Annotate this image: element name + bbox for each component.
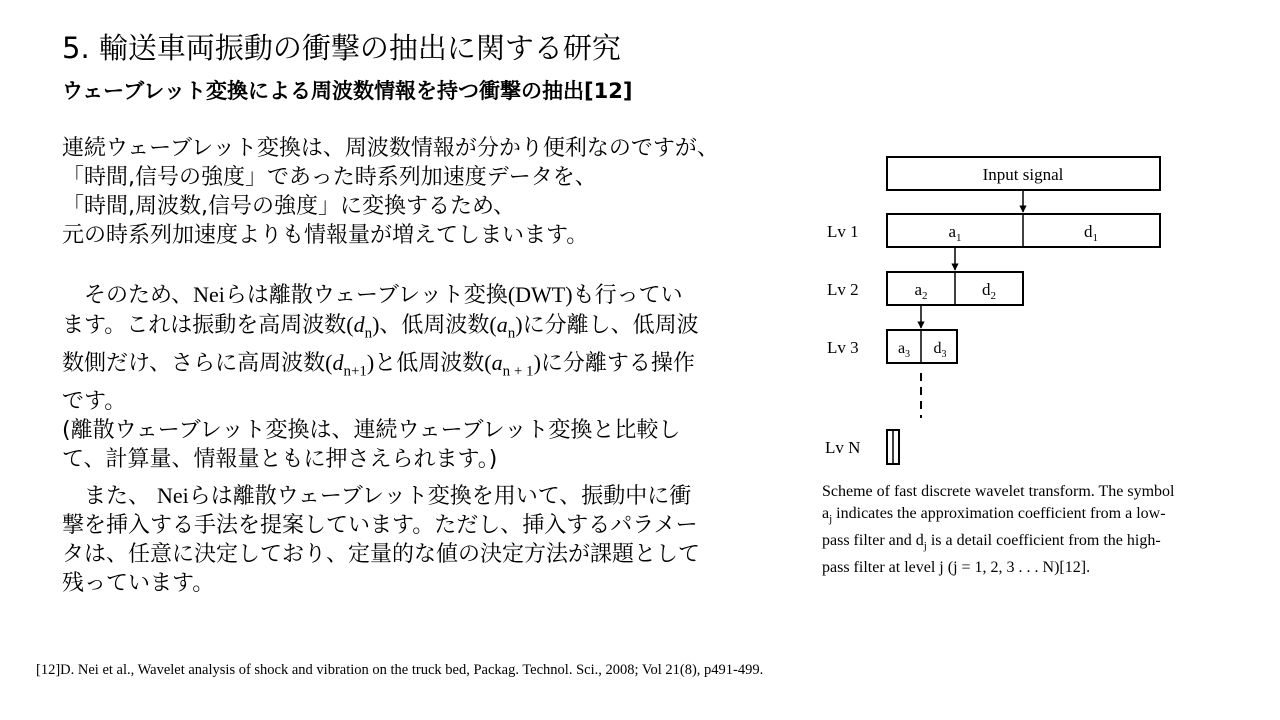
slide-subtitle: ウェーブレット変換による周波数情報を持つ衝撃の抽出[12]	[62, 79, 633, 103]
approximation-coefficient-a1: $a_1$	[948, 222, 962, 244]
input-signal-label: Input signal	[982, 165, 1064, 184]
paragraph-line: 元の時系列加速度よりも情報量が増えてしまいます。	[62, 223, 589, 248]
text-run: と低周波数	[374, 351, 485, 377]
author-name: Nei	[157, 483, 189, 508]
text-run: そのため、	[84, 283, 194, 308]
symbol-subscript: n + 1	[502, 363, 534, 380]
approximation-coefficient-symbol: a	[496, 312, 508, 337]
paragraph-line: 連続ウェーブレット変換は、周波数情報が分かり便利なのですが、	[62, 136, 719, 161]
text-run: また、	[84, 484, 151, 509]
level-2-label: Lv 2	[827, 280, 859, 299]
text-run: らは離散ウェーブレット変換	[224, 283, 508, 308]
text-run: 、低周波数	[379, 313, 490, 338]
level-1-label: Lv 1	[827, 222, 859, 241]
detail-coefficient-d1: $d_1$	[1084, 222, 1098, 244]
text-run: らは離散ウェーブレット変換を用いて、振動中に衝	[188, 484, 692, 509]
paragraph-line: 残っています。	[62, 571, 215, 596]
text-run: 数側だけ、さらに高周波数	[62, 351, 326, 377]
slide-title: 5. 輸送車両振動の衝撃の抽出に関する研究	[62, 31, 621, 65]
paragraph-line: 「時間,信号の強度」であった時系列加速度データを、	[62, 165, 597, 190]
figure-caption	[822, 481, 1242, 579]
text-run: に分離する操作	[540, 351, 695, 377]
symbol-subscript: n	[364, 325, 373, 342]
detail-coefficient-symbol: d	[353, 312, 365, 337]
caption-line: pass filter at level j (j = 1, 2, 3 . . . N)[12].	[822, 559, 1091, 577]
paragraph-line: 数側だけ、さらに高周波数$(d_{n+1})$と低周波数$(a_{n + 1})$に分離する操作	[62, 350, 695, 380]
text-run: も行ってい	[572, 283, 683, 308]
paragraph-line: 撃を挿入する手法を提案しています。ただし、挿入するパラメー	[62, 513, 698, 538]
paragraph-line: です。	[62, 388, 127, 414]
caption-line: $a_j$ indicates the approximation coefficient from a low-	[822, 505, 1166, 526]
paragraph-line: タは、任意に決定しており、定量的な値の決定方法が課題として	[62, 542, 701, 567]
dwt-abbreviation: (DWT)	[507, 282, 573, 307]
reference-citation: [12]D. Nei et al., Wavelet analysis of shock and vibration on the truck bed, Packag. Technol. Sci., 2008; Vol 21(8), p491-499.	[36, 662, 764, 678]
paragraph-line: (離散ウェーブレット変換は、連続ウェーブレット変換と比較し	[62, 417, 681, 443]
caption-line: pass filter and $d_j$ is a detail coefficient from the high-	[822, 532, 1161, 553]
text-run: に分離し、低周波	[522, 313, 699, 338]
author-name: Nei	[193, 282, 225, 307]
detail-coefficient-symbol: d	[332, 350, 344, 376]
approximation-coefficient-symbol: a	[491, 350, 503, 376]
approximation-coefficient-a3: $a_3$	[897, 340, 911, 360]
paragraph-line: ます。これは振動を高周波数$(d_n)$、低周波数$(a_n)$に分離し、低周波	[62, 312, 699, 342]
caption-line: Scheme of fast discrete wavelet transform. The symbol	[822, 483, 1175, 500]
approximation-coefficient-a2: $a_2$	[914, 280, 928, 302]
symbol-subscript: n	[507, 325, 516, 342]
text-run: ます。これは振動を高周波数	[62, 313, 347, 338]
detail-coefficient-d3: $d_3$	[933, 340, 947, 360]
symbol-subscript: n+1	[343, 363, 367, 380]
paragraph-line: 「時間,周波数,信号の強度」に変換するため、	[62, 194, 516, 219]
level-3-label: Lv 3	[827, 338, 859, 357]
detail-coefficient-d2: $d_2$	[982, 280, 996, 302]
level-n-label: Lv N	[825, 438, 861, 457]
paragraph-line: て、計算量、情報量ともに押さえられます。)	[62, 446, 498, 472]
